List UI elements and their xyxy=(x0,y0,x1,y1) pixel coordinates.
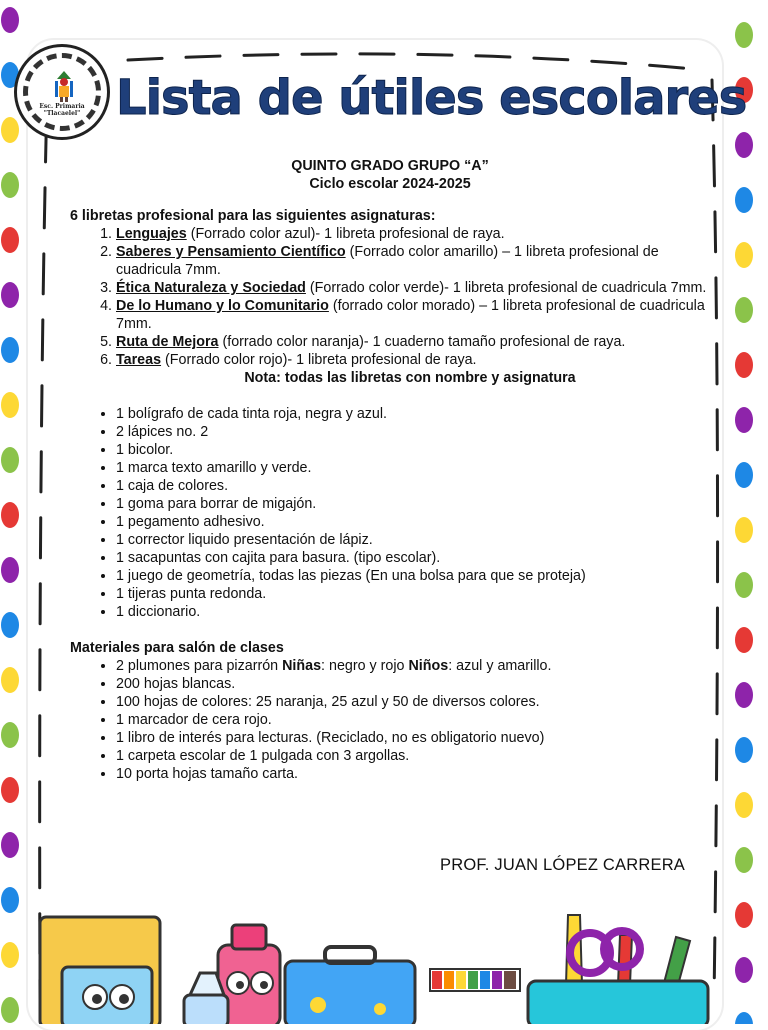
list-item: • 2 lápices no. 2 xyxy=(116,423,710,441)
polka-dot xyxy=(735,187,753,213)
subject-name: Tareas xyxy=(116,352,162,368)
polka-dot xyxy=(1,392,19,418)
school-supplies-illustration xyxy=(0,905,768,1024)
aztec-warrior-icon xyxy=(51,69,77,103)
list-item: • 100 hojas de colores: 25 naranja, 25 azul y 50 de diversos colores. xyxy=(116,693,710,711)
polka-dot xyxy=(1,502,19,528)
subject-name: De lo Humano y lo Comunitario xyxy=(116,298,329,314)
polka-dot xyxy=(735,297,753,323)
list-item: • 1 marcador de cera rojo. xyxy=(116,711,710,729)
list-item xyxy=(116,225,710,243)
list-item: • 1 diccionario. xyxy=(116,603,710,621)
list-item: • 1 libro de interés para lecturas. (Reciclado, no es obligatorio nuevo) xyxy=(116,729,710,747)
list-item: • 1 bolígrafo de cada tinta roja, negra y azul. xyxy=(116,405,710,423)
notebooks-title: 6 libretas profesional para las siguientes asignaturas: xyxy=(70,208,436,224)
list-item: • 1 bicolor. xyxy=(116,441,710,459)
list-item: • 200 hojas blancas. xyxy=(116,675,710,693)
pencil-cup-icon xyxy=(528,915,708,1024)
subject-detail: (Forrado color amarillo) – 1 libreta profesional de cuadricula 7mm. xyxy=(116,244,659,278)
school-seal xyxy=(14,44,110,140)
polka-dot xyxy=(735,737,753,763)
subject-name: Ruta de Mejora xyxy=(116,334,219,350)
polka-dot xyxy=(735,242,753,268)
subject-detail: (Forrado color verde)- 1 libreta profesional de cuadricula 7mm. xyxy=(305,280,707,296)
polka-dot xyxy=(735,22,753,48)
subject-detail: (Forrado color azul)- 1 libreta profesional de raya. xyxy=(186,226,505,242)
polka-dot xyxy=(735,627,753,653)
list-item: • 1 carpeta escolar de 1 pulgada con 3 argollas. xyxy=(116,747,710,765)
teacher-signature: PROF. JUAN LÓPEZ CARRERA xyxy=(440,856,686,874)
polka-dot xyxy=(1,777,19,803)
seal-text: Esc. Primaria "Tlacaelel" xyxy=(39,103,85,117)
supply-list-content xyxy=(70,157,710,783)
folder-icon xyxy=(40,917,160,1024)
supplies-list xyxy=(70,405,710,621)
polka-dot xyxy=(1,7,19,33)
list-item xyxy=(116,351,710,369)
polka-dot xyxy=(735,517,753,543)
crayon-box-icon xyxy=(430,969,520,991)
notebook-list xyxy=(70,225,710,369)
markers-prefix: 2 plumones para pizarrón xyxy=(116,658,283,674)
lunchbox-icon xyxy=(285,947,415,1024)
girls-text: : negro y rojo xyxy=(321,658,409,674)
list-item: • 1 tijeras punta redonda. xyxy=(116,585,710,603)
polka-dot xyxy=(1,557,19,583)
polka-dot xyxy=(1,832,19,858)
classroom-list xyxy=(70,657,710,783)
polka-dot xyxy=(735,407,753,433)
subject-detail: (Forrado color rojo)- 1 libreta profesional de raya. xyxy=(161,352,477,368)
polka-dot xyxy=(735,847,753,873)
polka-dot xyxy=(735,352,753,378)
polka-dot xyxy=(1,227,19,253)
list-item: • 1 juego de geometría, todas las piezas (En una bolsa para que se proteja) xyxy=(116,567,710,585)
girls-label: Niñas xyxy=(282,658,322,674)
polka-dot xyxy=(1,612,19,638)
subject-detail: (forrado color naranja)- 1 cuaderno tamaño profesional de raya. xyxy=(218,334,626,350)
polka-dot xyxy=(735,462,753,488)
list-item xyxy=(116,333,710,351)
list-item: • 1 pegamento adhesivo. xyxy=(116,513,710,531)
polka-dot xyxy=(1,337,19,363)
list-item xyxy=(116,657,710,675)
grade-heading: QUINTO GRADO GRUPO “A” xyxy=(291,158,489,174)
polka-dot xyxy=(1,117,19,143)
notebooks-note: Nota: todas las libretas con nombre y asignatura xyxy=(244,370,576,386)
polka-dot xyxy=(1,447,19,473)
list-item xyxy=(116,297,710,333)
list-item xyxy=(116,243,710,279)
list-item: • 1 corrector liquido presentación de lápiz. xyxy=(116,531,710,549)
seal-inner xyxy=(33,63,91,121)
list-item: • 1 sacapuntas con cajita para basura. (tipo escolar). xyxy=(116,549,710,567)
list-item: • 10 porta hojas tamaño carta. xyxy=(116,765,710,783)
subject-name: Lenguajes xyxy=(116,226,187,242)
polka-dot xyxy=(735,682,753,708)
list-item: • 1 caja de colores. xyxy=(116,477,710,495)
boys-text: : azul y amarillo. xyxy=(448,658,552,674)
classroom-title: Materiales para salón de clases xyxy=(70,640,284,656)
polka-dot xyxy=(1,667,19,693)
polka-dot xyxy=(1,722,19,748)
page-title: Lista de útiles escolares xyxy=(116,70,747,126)
school-year: Ciclo escolar 2024-2025 xyxy=(309,176,471,192)
polka-dot xyxy=(735,132,753,158)
subject-name: Ética Naturaleza y Sociedad xyxy=(116,280,306,296)
list-item: • 1 goma para borrar de migajón. xyxy=(116,495,710,513)
polka-dot xyxy=(1,172,19,198)
polka-dot xyxy=(1,282,19,308)
polka-dot xyxy=(735,572,753,598)
subject-name: Saberes y Pensamiento Científico xyxy=(116,244,346,260)
list-item xyxy=(116,279,710,297)
polka-dot xyxy=(735,792,753,818)
subject-detail: (forrado color morado) – 1 libreta profesional de cuadricula 7mm. xyxy=(116,298,705,332)
boys-label: Niños xyxy=(408,658,449,674)
list-item: • 1 marca texto amarillo y verde. xyxy=(116,459,710,477)
